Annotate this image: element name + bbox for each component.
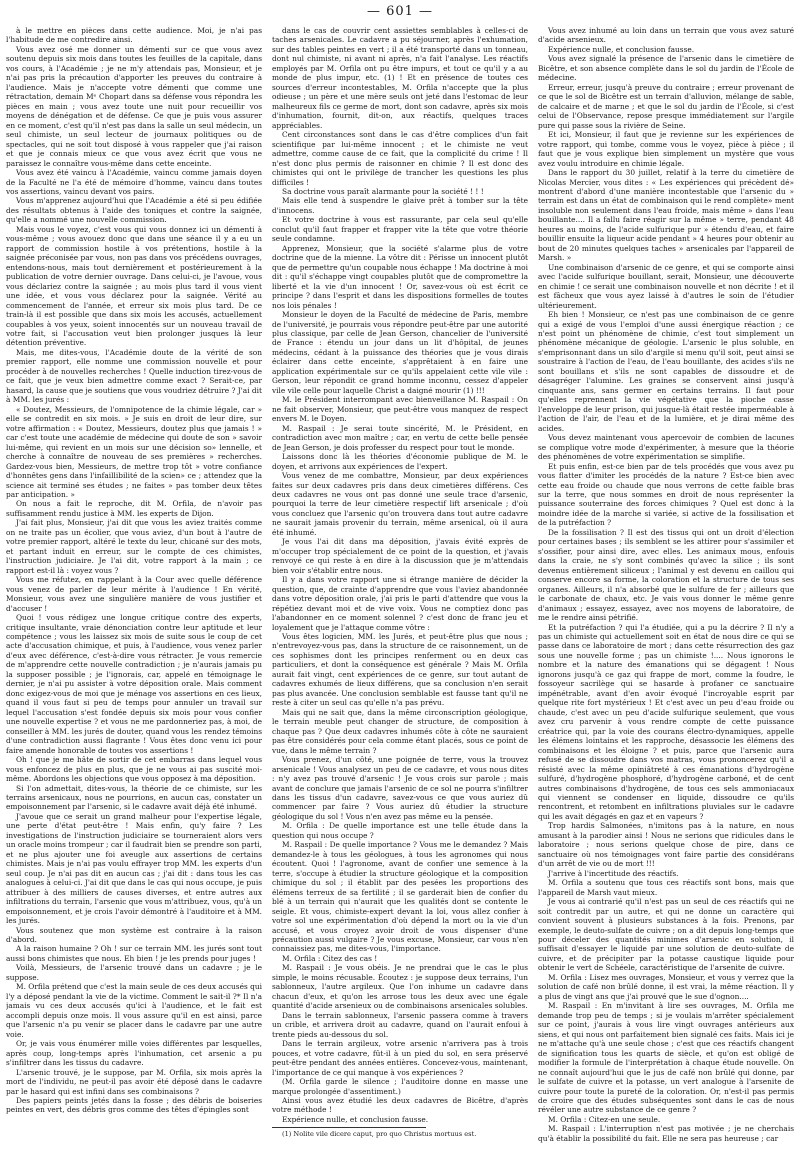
paragraph: Mais elle tend à suspendre le glaive prêt à tomber sur la tête d'innocens. (272, 196, 528, 215)
paragraph: Des papiers peints jetés dans la fosse ; des débris de boiseries peintes en vert, des débris gros comme des têtes d'épingles sont (6, 1095, 262, 1115)
paragraph: Si l'on admettait, dites-vous, la théorie de ce chimiste, sur les terrains arsenicaux, nous ne pourrions, en aucun cas, constater un empoisonnement par l'arsenic, si le cadavre avait déjà été inhumé. (6, 783, 262, 812)
paragraph: M. Orfila : De quelle importance est une telle étude dans la question qui nous occupe ? (272, 821, 528, 840)
paragraph: Je vous l'ai dit dans ma déposition, j'avais évité exprès de m'occuper trop spécialement de ce point de la question, et j'avais renvoyé ce qui reste à en dire à la discussion que je m'attendais bien voir s'établir entre nous. (272, 537, 528, 575)
paragraph: Une combinaison d'arsenic de ce genre, et qui se comporte ainsi avec l'acide sulfurique bouillant, serait, Monsieur, une découverte en chimie ! ce serait une combinaison nouvelle et non décrite ! et il est fâcheux que vous ayez laissé à d'autres le soin de l'étudier ultérieurement. (538, 262, 794, 310)
paragraph: J'arrive à l'incertitude des réactifs. (548, 868, 679, 878)
paragraph: M. Orfila : Lisez mes ouvrages, Monsieur, et vous y verrez que la solution de café non brûlé donne, il est vrai, la même réaction. Il y a plus de vingt ans que j'ai prouvé que le sue d'ognon.... (538, 972, 794, 1001)
paragraph: Ainsi vous avez étudié les deux cadavres de Bicêtre, d'après votre méthode ! (272, 1095, 528, 1115)
paragraph: Mais, me dites-vous, l'Académie doute de la vérité de son premier rapport, elle nomme une commission nouvelle et pour procéder à de nouvelles recherches ! Quelle induction tirez-vous de ce fait, que je veux bien admettre comme exact ? Serait-ce, par hasard, la cause que je soutiens que vous voudriez détruire ? J'ai dit à MM. les jurés : (6, 347, 262, 405)
paragraph: Or, je vais vous énumérer mille voies différentes par lesquelles, après coup, long-temps après l'inhumation, cet arsenic a pu s'infiltrer dans les tissus du cadavre. (6, 1039, 262, 1068)
paragraph: M. Orfila : Citez des cas ! (282, 953, 378, 963)
paragraph: J'avoue que ce serait un grand malheur pour l'expertise légale, une perte d'état peut-être ! Mais enfin, qu'y faire ? Les investigations de l'instruction judiciaire se tourneraient alors vers un oracle moins trompeur ; car il faudrait bien se prendre son parti, et ne plus ajouter une foi aveugle aux assertions de certains chimistes. Mais je n'ai pas voulu effrayer trop MM. les experts d'un seul coup. Je n'ai pas dit en aucun cas ; j'ai dit : dans tous les cas analogues à celui-ci. J'ai dit que dans le cas qui nous occupe, je puis attribuer à des milliers de causes diverses, et entre autres aux infiltrations du terrain, l'arsenic que vous m'attribuez, vous, qu'à un empoisonnement, et je crois l'avoir démontré à l'auditoire et à MM. les jurés. (6, 811, 262, 926)
paragraph: Dans le rapport du 30 juillet, relatif à la terre du cimetière de Nicolas Mercier, vous dites : « Les expériences qui précèdent dé» montrent d'abord d'une manière incontestable que l'arsenic du » terrain est dans un état de combinaison qui le rend complète» ment insoluble non seulement dans l'eau froide, mais même » dans l'eau bouillante.... Il a fallu faire réagir sur la même » terre, pendant 48 heures au moins, de l'acide sulfurique pur » étendu d'eau, et faire bouillir ensuite la liqueur acide pendant » 4 heures pour obtenir au bout de 20 minutes quelques taches » arsenicales par l'appareil de Marsh. » (538, 168, 794, 263)
paragraph: M. Raspail : L'interruption n'est pas motivée ; je ne cherchais qu'à établir la possibilité du fait. Elle ne sera pas heureuse ; car (538, 1124, 794, 1143)
column-middle (272, 26, 528, 1144)
paragraph: Je vous ai contrarié qu'il n'est pas un seul de ces réactifs qui ne soit contredit par un autre, et qui ne donne un caractère qui convient souvent à plusieurs substances à la fois. Prenons, par exemple, le deuto-sulfate de cuivre ; on a dit depuis long-temps que pour déceler des quantités minimes d'arsenic en solution, il suffisait d'essayer le liquide par une solution de deuto-sulfate de cuivre, et de précipiter par la potasse caustique liquide pour obtenir le vert de Schéele, caractéristique de l'arsenite de cuivre. (538, 897, 794, 973)
paragraph: Vous soutenez que mon système est contraire à la raison d'abord. (6, 925, 262, 944)
paragraph: M. Raspail : En m'invitant à lire ses ouvrages, M. Orfila me demande trop peu de temps ; si je voulais m'arrêter spécialement sur ce point, j'aurais à vous lire vingt ouvrages antérieurs aux siens, et qui nous ont parfaitement bien signalé ces faits. Mais ici je ne m'attache qu'à une seule chose ; c'est que ces réactifs changent de signification tous les quarts de siècle, et qu'on est obligé de modifier la formule de l'interprétation à chaque étude nouvelle. On ne connaît aujourd'hui que le jus de café non brûlé qui donne, par le sulfate de cuivre et la potasse, un vert analogue à l'arsenite de cuivre pour toute la pureté de la coloration. Or, n'est-il pas permis de croire que des études subséquentes sont dans le cas de nous révéler une autre substance de ce genre ? (538, 1001, 794, 1115)
paragraph: Vous devez maintenant vous apercevoir de combien de lacunes se complique votre mode d'expérimenter, à mesure que la théorie des phénomènes de votre expérimentation se simplifie. (538, 433, 794, 462)
paragraph: L'arsenic trouvé, je le suppose, par M. Orfila, six mois après la mort de l'individu, ne peut-il pas avoir été déposé dans le cadavre par le hasard qui est infini dans ses combinaisons ? (6, 1067, 262, 1096)
paragraph: M. le Président interrompant avec bienveillance M. Raspail : On ne fait observer, Monsieur, que peut-être vous manquez de respect envers M. le Doyen. (272, 395, 528, 424)
column-left (6, 26, 262, 1144)
paragraph: Expérience nulle, et conclusion fausse. (548, 44, 695, 54)
paragraph: Apprenez, Monsieur, que la société s'alarme plus de votre doctrine que de la mienne. La vôtre dit : Périsse un innocent plutôt que de permettre qu'un coupable nous échappe ! Ma doctrine à moi dit : qu'il s'échappe vingt coupables plutôt que de compromettre la liberté et la vie d'un innocent ! Or, savez-vous où est écrit ce principe ? dans l'esprit et dans les dispositions formelles de toutes nos lois pénales ! (272, 243, 528, 310)
paragraph: Oh ! que je me hâte de sortir de cet embarras dans lequel vous vous enfoncez de plus en plus, que je ne vous ai pas suscité moi-même. Abordons les objections que vous opposez à ma déposition. (6, 755, 262, 784)
paragraph: Vous avez signalé la présence de l'arsenic dans le cimetière de Bicêtre, et son absence complète dans le sol du jardin de l'École de médecine. (538, 54, 794, 83)
page-number: — 601 — (366, 4, 434, 19)
paragraph: « Doutez, Messieurs, de l'omnipotence de la chimie légale, car » elle se contredit en six mois. » Je suis en droit de leur dire, sur votre affirmation : « Doutez, Messieurs, doutez plus que jamais ! » car c'est toute une académie de médecine qui doute de son » savoir lui-même, qui revient en un mois sur une décision so» lennelle, et cherche à connaître de nouveau de ses premières » recherches. Gardez-vous bien, Messieurs, de mettre trop tôt » votre confiance d'honnêtes gens dans l'infaillibilité de la scien» ce ; attendez que la science ait terminé ses études ; ne faites » pas tomber deux têtes par anticipation. » (6, 404, 262, 499)
paragraph: De la fossilisation ? Il est des tissus qui ont un droit d'élection pour certaines bases ; ils semblent se les attirer pour s'assimiler et s'ossifier, pour ainsi dire, avec elles. Les animaux mous, enfouis dans la craie, ne s'y sont combinés qu'avec la silice ; ils sont devenus entièrement siliceux ; l'animal y est devenu en caillou qui conserve encore sa forme, la coloration et la structure de tous ses organes. Ailleurs, il n'a absorbé que le sulfure de fer ; ailleurs que le carbonate de chaux, etc. Je vais vous donner le même genre d'animaux ; essayez, essayez, avec nos moyens de laboratoire, de me le rendre ainsi pétrifié. (538, 527, 794, 623)
paragraph: Laissons donc là les théories d'économie publique de M. le doyen, et arrivons aux expériences de l'expert. (272, 452, 528, 471)
paragraph: M. Orfila a soutenu que tous ces réactifs sont bons, mais que l'appareil de Marsh vaut mieux. (538, 878, 794, 897)
paragraph: Trop hardis Salmonées, n'imitons pas à la nature, en nous amusant à la parodier ainsi ! Nous ne serions que ridicules dans le laboratoire ; nous serions quelque chose de pire, dans ce sanctuaire où nos témoignages vont faire partie des considérans d'un arrêt de vie ou de mort !!! (538, 821, 794, 869)
paragraph: Vous venez de me combattre, Monsieur, par deux expériences faites sur deux cadavres pris dans deux cimetières différens. Ces deux cadavres ne vous ont pas donné une seule trace d'arsenic, pourquoi la terre de leur cimetière respectif lift arsenicale ; d'où vous concluez que l'arsenic qu'on trouvera dans tout autre cadavre ne saurait jamais provenir du terrain, même arsenical, où il aura été inhumé. (272, 471, 528, 537)
paragraph: M. Raspail : Je serai toute sincérité, M. le Président, en contradiction avec mon maître ; car, en vertu de cette belle pensée de Jean Gerson, je dois professer du respect pour tout le monde. (272, 423, 528, 452)
paragraph: Quoi ! vous rédigez une longue critique contre des experts, critique insultante, vraie dénonciation contre leur aptitude et leur compétence ; vous les laissez six mois de suite sous le coup de cet acte d'accusation chimique, et puis, à l'audience, vous venez parler d'eux avec déférence, c'est-à-dire vous rétracter. Je vous remercie de m'apprendre cette nouvelle contradiction ; je n'aurais jamais pu la supposer possible ; je l'ignorais, car, appelé en témoignage le dernier, je n'ai pu assister à votre déposition orale. Mais comment donc exigez-vous de moi que je ménage vos assertions en ces lieux, quand il vous faut si peu de temps pour annuler un travail sur lequel l'accusation s'est fondée depuis six mois pour vous confier une nouvelle expertise ? et vous ne me pardonneriez pas, à moi, de conseiller à MM. les jurés de douter, quand vous les rendez témoins d'une contradiction aussi flagrante ! Vous êtes donc venu ici pour faire amende honorable de toutes vos assertions ! (6, 613, 262, 755)
paragraph: Et ici, Monsieur, il faut que je revienne sur les expériences de votre rapport, qui tombe, comme vous le voyez, pièce à pièce ; il faut que je vous explique bien simplement un mystère que vous avez voulu introduire en chimie légale. (538, 130, 794, 168)
paragraph: Vous avez inhumé au loin dans un terrain que vous avez saturé d'acide arsenieux. (538, 26, 794, 45)
paragraph: Mais vous le voyez, c'est vous qui vous donnez ici un démenti à vous-même ; vous avouez donc que dans une séance il y a eu un rapport de commission hostile à vos prétentions, hostile à la saignée préconisée par vous, non pas dans vos précédens ouvrages, entendons-nous, mais tout dernièrement et postérieurement à la publication de votre dernier ouvrage. Dans celui-ci, je l'avoue, vous vous déclariez contre la saignée ; au mois plus tard il vous vient une idée, et vous vous déclarez pour la saignée. Vérité au commencement de l'année, et erreur six mois plus tard. De ce train-là il est possible que dans six mois les accusés, actuellement coupables à vos yeux, soient innocentés sur un nouveau travail de votre fait, si l'accusation veut bien prolonger jusques là leur détention préventive. (6, 224, 262, 348)
paragraph: M. Orfila prétend que c'est la main seule de ces deux accusés qui l'y a déposé pendant la vie de la victime. Comment le sait-il ?* Il n'a jamais vu ces deux accusés qu'ici à l'audience, et le fait est accompli depuis onze mois. Il vous assure qu'il en est ainsi, parce que l'arsenic n'a pu venir se placer dans le cadavre par une autre voie. (6, 982, 262, 1039)
paragraph: Vous êtes logicien, MM. les Jurés, et peut-être plus que nous ; n'entrevoyez-vous pas, dans la structure de ce raisonnement, un de ces sophismes dont les principes renferment ou en deux cas particuliers, et dont la conséquence est générale ? Mais M. Orfila aurait fait vingt, cent expériences de ce genre, sur tout autant de cadavres exhumés de lieux différens, que sa conclusion n'en serait pas plus avancée. Une conclusion semblable est fausse tant qu'il ne reste à citer un seul cas qu'elle n'a pas prévu. (272, 632, 528, 708)
paragraph: Dans le terrain sablonneux, l'arsenic passera comme à travers un crible, et arrivera droit au cadavre, quand on l'aurait enfoui à trente pieds au-dessous du sol. (272, 1010, 528, 1039)
paragraph: Vous avez été vaincu à l'Académie, vaincu comme jamais doyen de la Faculté ne l'a été de mémoire d'homme, vaincu dans toutes vos assertions, vaincu devant vos pairs. (6, 168, 262, 196)
paragraph: (M. Orfila garde le silence ; l'auditoire donne en masse une marque prolongée d'assentiment.) (272, 1077, 528, 1096)
paragraph: Et la putréfaction ? qui l'a étudiée, qui a pu la décrire ? Il n'y a pas un chimiste qui actuellement soit en état de nous dire ce qui se passe dans ce laboratoire de mort ; dans cette résurrection des gaz sous une nouvelle forme ; pas un chimiste !.... Nous ignorons le nombre et la nature des émanations qui se dégagent ! Nous ignorons jusqu'à ce gaz qui frappe de mort, comme la foudre, le fossoyeur sacrilège qui se hasarde à profaner ce sanctuaire impénétrable, avant d'en avoir évoqué l'incroyable esprit par quelque rite fort mystérieux ! Et c'est avec un peu d'eau froide ou chaude, c'est avec un peu d'acide sulfurique seulement, que vous avez cru parvenir à vous rendre compte de cette puissance créatrice qui, par la voie des courans électro-dynamiques, appelle les élémens lointains et les rapproche, désassocie les élémens des combinaisons et les éloigne ? et puis, parce que l'arsenic aura refusé de se dissoudre dans vos matras, vous prononcerez qu'il a résisté avec la même opiniâtreté à ces émanations d'hydrogène sulfuré, d'hydrogène phosphoré, d'hydrogène carboné, et de cent autres combinaisons d'hydrogène, de tous ces sels ammoniacaux qui viennent se condenser en liquide, dissoudre ce qu'ils rencontrent, et retombent en infiltrations pluviales sur le cadavre qui les avait dégagés en gaz et en vapeurs ? (538, 622, 794, 821)
paragraph: On nous a fait le reproche, dit M. Orfila, de n'avoir pas suffisamment rendu justice à MM. les experts de Dijon. (6, 499, 262, 518)
paragraph: Vous avez osé me donner un démenti sur ce que vous avez soutenu depuis six mois dans toutes les feuilles de la capitale, dans vos cours, à l'Académie ; je ne m'y attendais pas, Monsieur, et je n'ai pas pris la précaution d'apporter les preuves du contraire à l'audience. Mais je n'accepte votre démenti que comme une rétractation, demain Mᵉ Chopart dans sa défense vous répondra les pièces en main ; vous avez toute une nuit pour recueillir vos moyens de dénégation et de défense. Ce que je puis vous assurer en ce moment, c'est qu'il n'est pas dans la salle un seul médecin, un seul chimiste, un seul lecteur de journaux politiques ou de spectacles, qui ne soit tout disposé à vous rappeler que j'ai raison et que je connais mieux ce que vous avez écrit que vous ne paraissez le connaître vous-même dans cette enceinte. (6, 44, 262, 168)
paragraph: J'ai fait plus, Monsieur, j'ai dit que vous les aviez traités comme on ne traite pas un écolier, que vous aviez, d'un bout à l'autre de votre premier rapport, altéré le texte du leur, chicané sur des mots, et partant induit en erreur, sur le compte de ces chimistes, l'instruction judiciaire. Je l'ai dit, votre rapport à la main ; ce rapport est-il là : voyez vous ? (6, 518, 262, 575)
paragraph: Dans le terrain argileux, votre arsenic n'arrivera pas à trois pouces, et votre cadavre, fût-il à un pied du sol, en sera préservé peut-être pendant des années entières. Concevez-vous, maintenant, l'importance de ce qui manque à vos expériences ? (272, 1039, 528, 1077)
paragraph: dans le cas de couvrir cent assiettes semblables à celles-ci de taches arsenicales. Le cadavre a pu séjourner, après l'exhumation, sur des tables peintes en vert ; il a été transporté dans un tonneau, dont nul chimiste, ni avant ni après, n'a fait l'analyse. Les réactifs employés par M. Orfila ont pu être impurs, et tout ce qu'il y a au monde de plus impur, etc. (1) ! Et en présence de toutes ces sources d'erreur incontestables, M. Orfila n'accepte que la plus odieuse ; un père et une mère seuls ont jeté dans l'estomac de leur malheureux fils ce germe de mort, dont son cadavre, après six mois d'inhumation, fournit, dit-on, aux réactifs, quelques traces appréciables. (272, 26, 528, 130)
paragraph: M. Orfila : Citez-en une seule. (548, 1114, 661, 1124)
paragraph: Et votre doctrine à vous est rassurante, par cela seul qu'elle conclut qu'il faut frapper et frapper vite la tête que votre théorie seule condamne. (272, 215, 528, 244)
paragraph: Vous m'apprenez aujourd'hui que l'Académie a été si peu édifiée des résultats obtenus à l'aide des toniques et contre la saignée, qu'elle a nommé une nouvelle commission. (6, 196, 262, 225)
paragraph: Monsieur le doyen de la Faculté de médecine de Paris, membre de l'université, je pourrais vous répondre peut-être par une autorité plus classique, par celle de Jean Gerson, chancelier de l'université de France : étendu un jour dans un lit d'hôpital, de jeunes médecins, cédant à la puissance des théories que je vous dirais éclairer dans cette enceinte, s'apprêtaient à en faire une application expérimentale sur ce qu'ils appelaient cette vile vile : Gerson, leur répondit ce grand homme inconnu, cessez d'appeler vile vile celle pour laquelle Christ a daigné mourir (1) !!! (272, 310, 528, 395)
paragraph: Sa doctrine vous paraît alarmante pour la société ! ! ! (282, 186, 484, 196)
paragraph: Erreur, erreur, jusqu'à preuve du contraire ; erreur provenant de ce que le sol de Bicêtre est un terrain d'alluvion, mélange de sable, de calcaire et de marne ; et que le sol du jardin de l'École, si c'est celui de l'Observance, repose presque immédiatement sur l'argile pure qui passe sous la rivière de Seine. (538, 82, 794, 130)
text-columns (6, 26, 794, 1144)
column-right (538, 26, 794, 1144)
paragraph: Expérience nulle, et conclusion fausse. (282, 1114, 429, 1124)
paragraph: Cent circonstances sont dans le cas d'être complices d'un fait scientifique par lui-même innocent ; et le chimiste ne veut admettre, comme cause de ce fait, que la complicité du crime ! Il n'est donc plus permis de raisonner en chimie ? Il est donc des chimistes qui ont le privilège de trancher les questions les plus difficiles ! (272, 130, 528, 187)
footnote-divider (272, 1127, 426, 1128)
paragraph: M. Raspail : De quelle importance ? Vous me le demandez ? Mais demandez-le à tous les géologues, à tous les agronomes qui nous écoutent. Quoi ! l'agronome, avant de confier une semence à la terre, s'occupe à étudier la structure géologique et la composition chimique du sol ; il établit par des pesées les proportions des élémens terreux de sa fertilité ; il se garderait bien de confier du blé à un terrain qui n'aurait que les qualités dont se contente le seigle. Et vous, chimiste-expert devant la loi, vous allez confier à votre sol une expérimentation d'où dépend la mort ou la vie d'un accusé, et vous croyez avoir droit de vous dispenser d'une précaution aussi vulgaire ? Je vous excuse, Monsieur, car vous n'en connaissiez pas, me dites-vous, l'importance. (272, 840, 528, 954)
paragraph: Et puis enfin, est-ce bien par de tels procédés que vous avez pu vous flatter d'imiter les procédés de la nature ? Est-ce bien avec cette eau froide ou chaude que nous verrons de cette faible bras sur la terre, que nous sommes en droit de nous représenter la puissance souterraine des forces chimiques ? Quel est donc à la moindre idée de la marche si variée, si active de la fossilisation et de la putréfaction ? (538, 461, 794, 528)
paragraph: Voilà, Messieurs, de l'arsenic trouvé dans un cadavre ; je le suppose. (6, 963, 262, 982)
paragraph: Il y a dans votre rapport une si étrange manière de décider la question, que, de crainte d'apprendre que vous l'aviez abandonnée dans votre déposition orale, j'ai pris le parti d'attendre que vous la répétiez devant moi et de vive voix. Vous ne comptiez donc pas l'abandonner en ce moment solennel ? c'est donc de franc jeu et loyalement que je l'attaque comme vôtre : (272, 575, 528, 632)
paragraph: Mais qui ne sait que, dans la même circonscription géologique, le terrain meuble peut changer de structure, de composition à chaque pas ? Que deux cadavres inhumés côte à côte ne sauraient pas être considérés pour cela comme étant placés, sous ce point de vue, dans le même terrain ? (272, 707, 528, 755)
paragraph: M. Raspail : Je vous obéis. Je ne prendrai que le cas le plus simple, le moins récusable. Écoutez : je suppose deux terrains, l'un sablonneux, l'autre argileux. Que l'on inhume un cadavre dans chacun d'eux, et qu'on les arrose tous les deux avec une égale quantité d'acide arsenieux ou de combinaisons arsenicales solubles. (272, 963, 528, 1011)
footnote: (1) Nolite vile dicere caput, pro quo Christus mortuus est. (282, 1130, 477, 1139)
paragraph: Vous prenez, d'un côté, une poignée de terre, vous la trouvez arsenicale ! Vous analysez un peu de ce cadavre, et vous nous dites : n'y avez pas trouvé d'arsenic ! Je vous crois sur parole ; mais avant de conclure que jamais l'arsenic de ce sol ne pourra s'infiltrer dans les tissus d'un cadavre, savez-vous ce que vous auriez dû commencer par faire ? Vous auriez dû étudier la structure géologique du sol ! Vous n'en avez pas même eu la pensée. (272, 755, 528, 821)
paragraph: à le mettre en pièces dans cette audience. Moi, je n'ai pas l'habitude de me contredire ainsi. (6, 26, 262, 45)
paragraph: Eh bien ! Monsieur, ce n'est pas une combinaison de ce genre qui a exigé de vous l'emploi d'une aussi énergique réaction ; ce n'est point un phénomène de chimie, c'est tout simplement un phénomène mécanique de géologie. L'arsenic le plus soluble, en s'emprisonnant dans un silo d'argile si menu qu'il soit, peut ainsi se soustraire à l'action de l'eau, de l'eau bouillante, des acides s'ils ne sont bouillans et s'ils ne sont capables de dissoudre et de désagréger l'alumine. Les graines se conservent ainsi jusqu'à cinquante ans, sans germer en certains terrains. Il faut pour qu'elles reprennent la vie végétative que la pioche casse l'enveloppe de leur prison, qui jusque-là était restée imperméable à l'action de l'air, de l'eau et de la lumière, et je dirai même des acides. (538, 310, 794, 433)
paragraph: Vous me réfutez, en rappelant à la Cour avec quelle déférence vous venez de parler de leur mérite à l'audience ! En vérité, Monsieur, vous avez une singulière manière de vous justifier et d'accuser ! (6, 575, 262, 613)
paragraph: A la raison humaine ? Oh ! sur ce terrain MM. les jurés sont tout aussi bons chimistes que nous. Eh bien ! je les prends pour juges ! (6, 944, 262, 963)
